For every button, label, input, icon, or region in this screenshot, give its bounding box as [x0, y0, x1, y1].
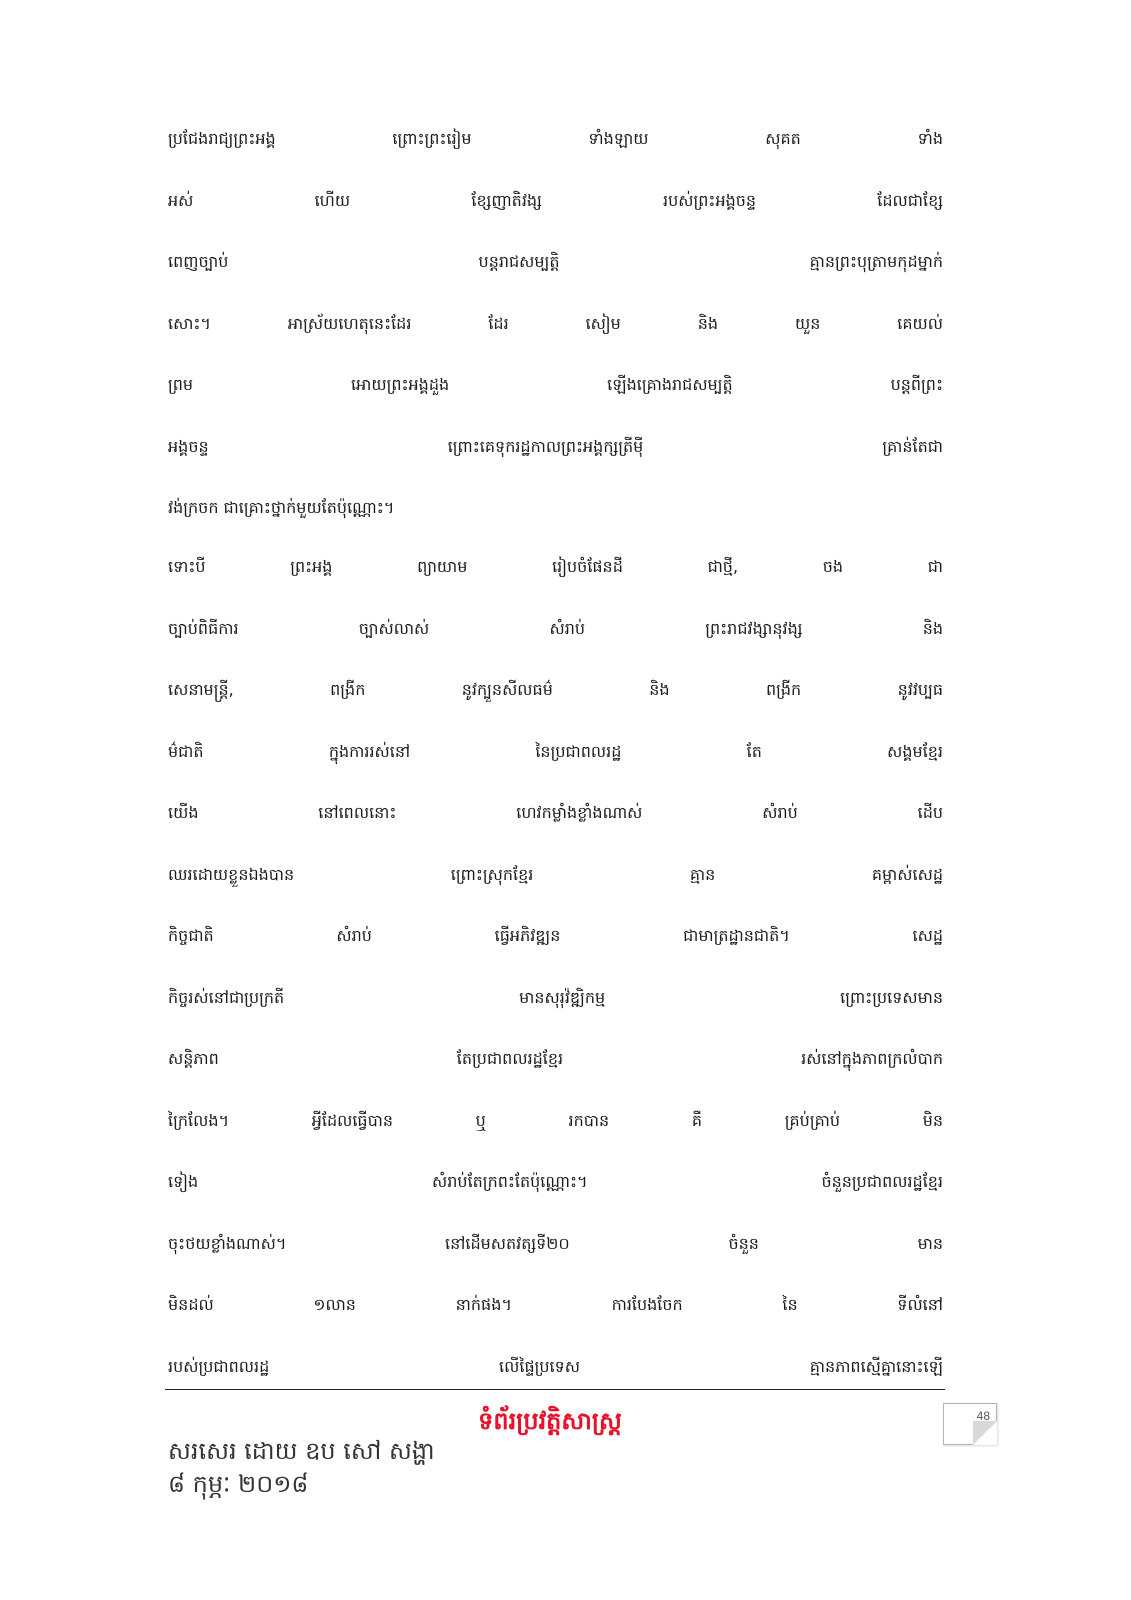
text-line: ទោះបី ព្រះអង្គ ព្យាយាម រៀបចំផែនដី ជាថ្មី, ចង ជា [168, 557, 943, 576]
text-line: ឈរដោយខ្លួនឯងបាន ព្រោះស្រុកខ្មែរ គ្មាន គម្ពាស់សេដ្ឋ [168, 864, 943, 884]
text-line: របស់ប្រជាពលរដ្ឋ លើផ្ទៃប្រទេស គ្មានភាពស្មើគ្នានោះឡើ [168, 1356, 943, 1376]
paragraph-2 [168, 556, 943, 1417]
text-line: ក្រៃលែង។ អ្វីដែលធ្វើបាន ឬ រកបាន គឺ គ្រប់គ្រាប់ មិន [168, 1110, 943, 1130]
text-line: អស់ ហើយ ខ្សែញាតិវង្ស របស់ព្រះអង្គចន្ទ ដែលជាខ្សែ [168, 190, 943, 210]
text-line: អង្គចន្ទ ព្រោះគេទុករដ្ឋកាលព្រះអង្គក្សត្រីម៉ី គ្រាន់តែជា [168, 436, 943, 456]
text-line: ម៌ជាតិ ក្នុងការរស់នៅ នៃប្រជាពលរដ្ឋ តែ សង្គមខ្មែរ [168, 741, 943, 761]
text-line: យើង នៅពេលនោះ ហេវកម្លាំងខ្លាំងណាស់ សំរាប់ ដើប [168, 803, 943, 822]
page-number-box [943, 1403, 997, 1445]
footer-divider [165, 1389, 945, 1390]
page-number: 48 [976, 1409, 990, 1423]
text-line: សេនាមន្ត្រី, ពង្រីក នូវក្បួនសីលធម៌ និង ពង្រីក នូវវប្បធ [168, 680, 943, 699]
text-line: ច្បាប់ពិធីការ ច្បាស់លាស់ សំរាប់ ព្រះរាជវង្សានុវង្ស និង [168, 618, 943, 638]
text-line: កិច្ចរស់នៅជាប្រក្រតី មានសុរុវ៉ឌ្ឍិកម្ម ព្រោះប្រទេសមាន [168, 987, 943, 1007]
text-line-last: វង់ក្រចក ជាគ្រោះថ្នាក់មួយតែប៉ុណ្ណោះ។ [168, 498, 395, 517]
text-line: មិនដល់ ១លាន នាក់ផង។ ការបែងចែក នៃ ទីលំនៅ [168, 1295, 943, 1314]
text-line: កិច្ចជាតិ សំរាប់ ធ្វើអភិវឌ្ឍន ជាមាត្រដ្ឋានជាតិ។ សេដ្ឋ [168, 926, 943, 945]
text-line: សោះ។ អាស្រ័យហេតុនេះដែរ ដែរ សៀម និង យួន គេយល់ [168, 313, 943, 333]
footer-date: ៨ កុម្ភៈ ២០១៨ [168, 1470, 309, 1498]
text-line: ព្រម អោយព្រះអង្គដួង ឡើងគ្រោងរាជសម្បត្តិ បន្តពីព្រះ [168, 375, 943, 394]
text-line: ទៀង សំរាប់តែក្រពះតែប៉ុណ្ណោះ។ ចំនួនប្រជាពលរដ្ឋខ្មែរ [168, 1172, 943, 1191]
text-line: ប្រជែងរាជ្យព្រះអង្គ ព្រោះព្រះរៀម ទាំងឡាយ សុគត ទាំង [168, 129, 943, 148]
text-line: ពេញច្បាប់ បន្តរាជសម្បត្តិ គ្មានព្រះបុត្រាមកុដម្នាក់ [168, 252, 943, 271]
text-line: ចុះថយខ្លាំងណាស់។ នៅដើមសតវត្សទី២០ ចំនួន មាន [168, 1233, 943, 1253]
footer-author: សរសេរ ដោយ ឧប សៅ សង្ហា [168, 1437, 435, 1465]
paragraph-1 [168, 128, 943, 559]
text-line: សន្តិភាព តែប្រជាពលរដ្ឋខ្មែរ រស់នៅក្នុងភាពក្រលំបាក [168, 1049, 943, 1068]
footer-title: ទំព័រប្រវត្តិសាស្ត្រ [478, 1407, 622, 1435]
page-curl-icon [973, 1421, 997, 1445]
